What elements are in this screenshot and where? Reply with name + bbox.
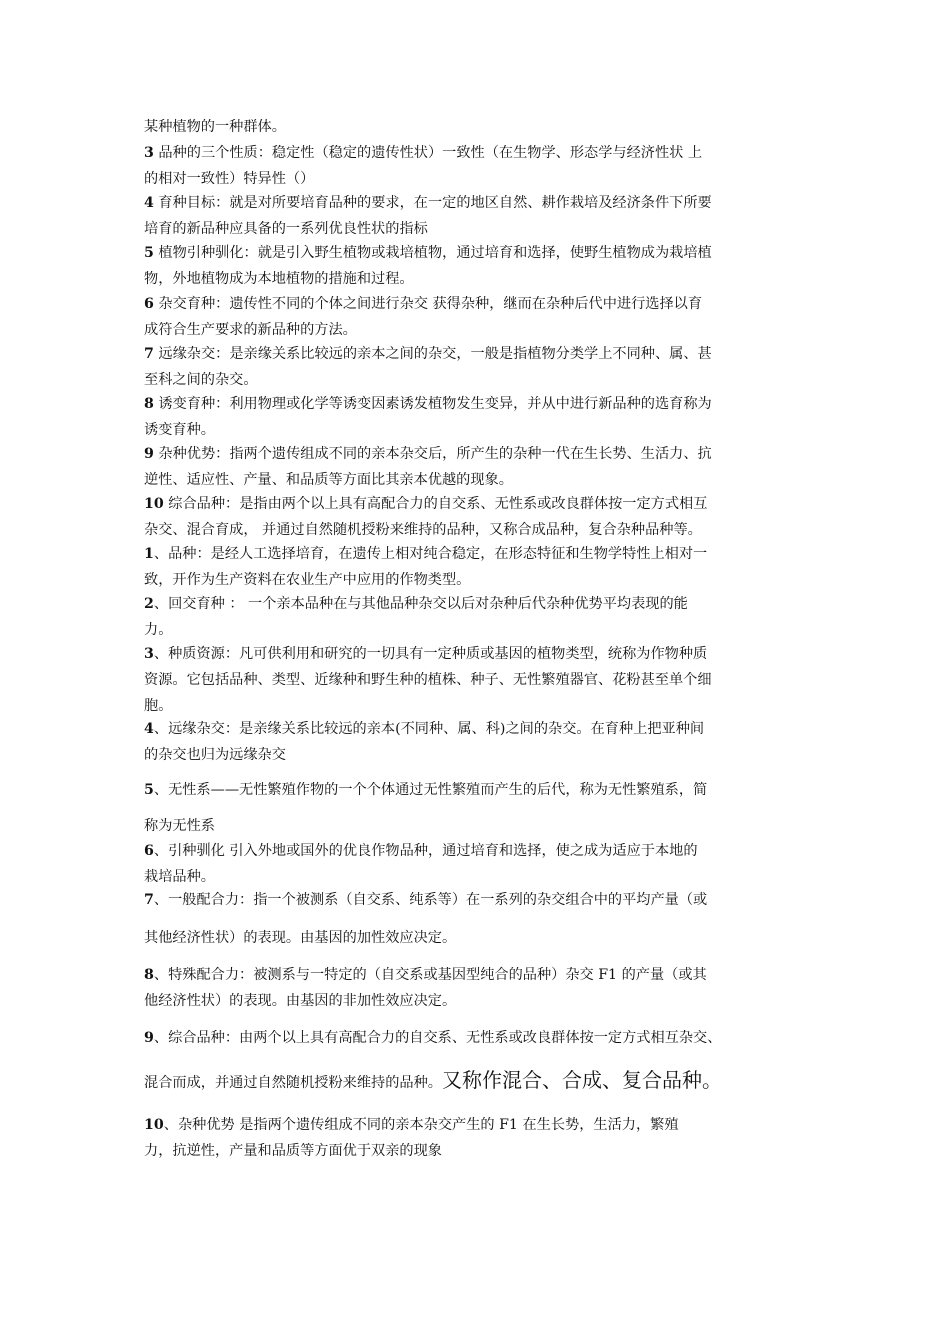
text-line: 4、远缘杂交：是亲缘关系比较远的亲本(不同种、属、科)之间的杂交。在育种上把亚种间 <box>144 721 705 737</box>
text-line: 7 远缘杂交：是亲缘关系比较远的亲本之间的杂交，一般是指植物分类学上不同种、属、甚 <box>144 346 712 362</box>
text-line: 2、回交育种 ： 一个亲本品种在与其他品种杂交以后对杂种后代杂种优势平均表现的能 <box>144 596 688 612</box>
paragraph <box>144 716 810 768</box>
text-line: 至科之间的杂交。 <box>144 372 258 388</box>
text-line: 力。 <box>144 622 173 638</box>
text-line: 9、综合品种：由两个以上具有高配合力的自交系、无性系或改良群体按一定方式相互杂交、 <box>144 1030 722 1046</box>
text-line: 胞。 <box>144 698 173 714</box>
text-line: 9 杂种优势：指两个遗传组成不同的亲本杂交后，所产生的杂种一代在生长势、生活力、抗 <box>144 446 712 462</box>
text-line: 8、特殊配合力：被测系与一特定的（自交系或基因型纯合的品种）杂交 F1 的产量（或其 <box>144 967 707 983</box>
text-line: 6 杂交育种：遗传性不同的个体之间进行杂交 获得杂种，继而在杂种后代中进行选择以育 <box>144 296 703 312</box>
paragraph <box>144 190 810 242</box>
paragraph <box>144 777 810 803</box>
paragraph <box>144 962 810 1014</box>
text-line: 致，开作为生产资料在农业生产中应用的作物类型。 <box>144 572 471 588</box>
text-line: 8 诱变育种：利用物理或化学等诱变因素诱发植物发生变异，并从中进行新品种的选育称为 <box>144 396 712 412</box>
large-text: 又称作混合、合成、复合品种。 <box>441 1068 722 1092</box>
text-line: 杂交、混合育成， 并通过自然随机授粉来维持的品种，又称合成品种，复合杂种品种等。 <box>144 522 702 538</box>
text-line: 混合而成，并通过自然随机授粉来维持的品种。又称作混合、合成、复合品种。 <box>144 1068 722 1092</box>
paragraph <box>144 240 810 292</box>
text-line: 10 综合品种：是指由两个以上具有高配合力的自交系、无性系或改良群体按一定方式相互 <box>144 496 708 512</box>
paragraph <box>144 341 810 393</box>
paragraph <box>144 441 810 493</box>
text-line: 10、杂种优势 是指两个遗传组成不同的亲本杂交产生的 F1 在生长势，生活力，繁殖 <box>144 1117 679 1133</box>
paragraph <box>144 641 810 719</box>
text-line: 资源。它包括品种、类型、近缘种和野生种的植株、种子、无性繁殖器官、花粉甚至单个细 <box>144 672 712 688</box>
paragraph <box>144 1067 810 1093</box>
text-line: 诱变育种。 <box>144 422 215 438</box>
text-line: 7、一般配合力：指一个被测系（自交系、纯系等）在一系列的杂交组合中的平均产量（或 <box>144 892 708 908</box>
text-line: 5、无性系——无性繁殖作物的一个个体通过无性繁殖而产生的后代，称为无性繁殖系，简 <box>144 782 708 798</box>
paragraph <box>144 391 810 443</box>
text-line: 力，抗逆性，产量和品质等方面优于双亲的现象 <box>144 1143 442 1159</box>
paragraph <box>144 140 810 192</box>
text-line: 4 育种目标：就是对所要培育品种的要求，在一定的地区自然、耕作栽培及经济条件下所要 <box>144 195 712 211</box>
text-line: 3 品种的三个性质：稳定性（稳定的遗传性状）一致性（在生物学、形态学与经济性状 上 <box>144 145 703 161</box>
paragraph <box>144 925 810 951</box>
text-line: 的杂交也归为远缘杂交 <box>144 747 286 763</box>
paragraph <box>144 291 810 343</box>
paragraph <box>144 1025 810 1051</box>
paragraph <box>144 541 810 593</box>
text-line: 逆性、适应性、产量、和品质等方面比其亲本优越的现象。 <box>144 472 513 488</box>
text-line: 称为无性系 <box>144 818 215 834</box>
text-line: 物，外地植物成为本地植物的措施和过程。 <box>144 271 414 287</box>
text-line: 的相对一致性）特异性（） <box>144 171 315 187</box>
text-line: 6、引种驯化 引入外地或国外的优良作物品种，通过培育和选择，使之成为适应于本地的 <box>144 843 698 859</box>
text-line: 1、品种：是经人工选择培育，在遗传上相对纯合稳定，在形态特征和生物学特性上相对一 <box>144 546 708 562</box>
paragraph <box>144 1112 810 1164</box>
paragraph <box>144 114 810 140</box>
paragraph <box>144 591 810 643</box>
text-line: 栽培品种。 <box>144 869 215 885</box>
text-line: 3、种质资源：凡可供利用和研究的一切具有一定种质或基因的植物类型，统称为作物种质 <box>144 646 708 662</box>
text-line: 培育的新品种应具备的一系列优良性状的指标 <box>144 221 428 237</box>
paragraph <box>144 887 810 913</box>
text-line: 他经济性状）的表现。由基因的非加性效应决定。 <box>144 993 457 1009</box>
text-line: 某种植物的一种群体。 <box>144 119 286 135</box>
paragraph <box>144 838 810 890</box>
text-line: 成符合生产要求的新品种的方法。 <box>144 322 357 338</box>
text-line: 5 植物引种驯化：就是引入野生植物或栽培植物，通过培育和选择，使野生植物成为栽培植 <box>144 245 712 261</box>
paragraph <box>144 491 810 543</box>
text-line: 其他经济性状）的表现。由基因的加性效应决定。 <box>144 930 457 946</box>
paragraph <box>144 813 810 839</box>
